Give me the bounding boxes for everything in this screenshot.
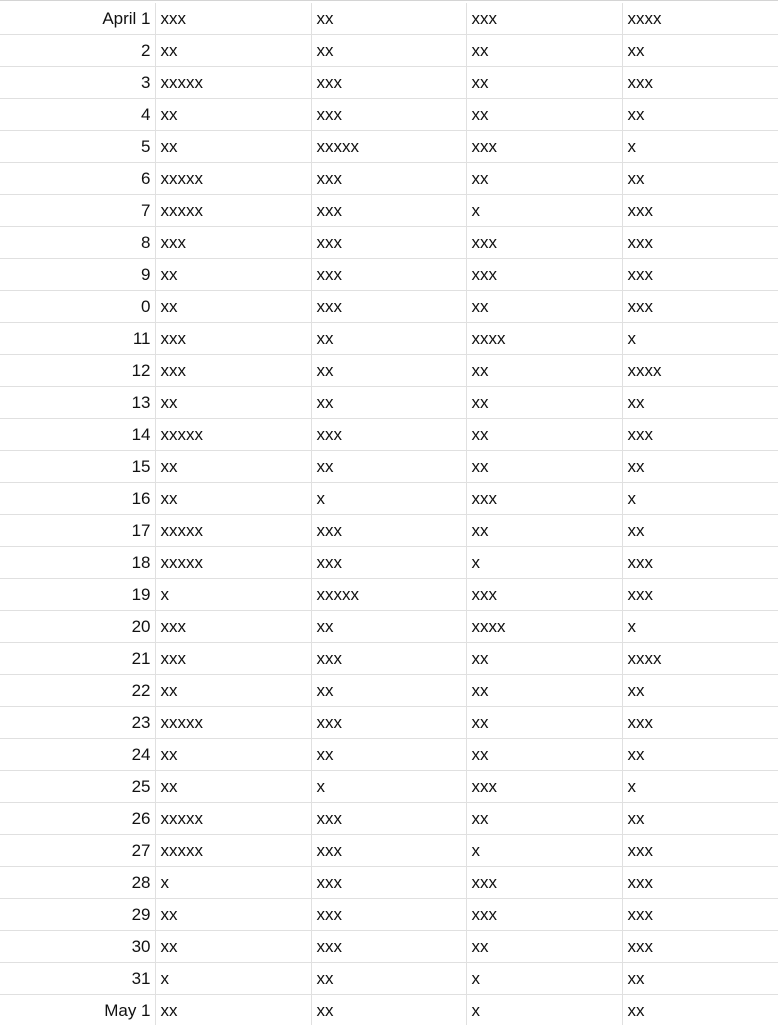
table-cell[interactable]: xx xyxy=(155,931,311,963)
table-cell[interactable]: xx xyxy=(311,451,466,483)
table-cell[interactable]: xxx xyxy=(622,579,778,611)
table-cell[interactable]: xxx xyxy=(466,483,622,515)
table-row xyxy=(0,483,778,515)
table-cell[interactable]: xxx xyxy=(622,291,778,323)
date-cell[interactable]: May 1 xyxy=(0,995,155,1025)
table-cell[interactable]: xxx xyxy=(622,899,778,931)
table-cell[interactable]: xxxxx xyxy=(155,67,311,99)
table-cell[interactable]: xxx xyxy=(311,515,466,547)
date-cell[interactable]: 6 xyxy=(0,163,155,195)
table-cell[interactable]: xxxx xyxy=(466,323,622,355)
table-cell[interactable]: xx xyxy=(622,963,778,995)
table-cell[interactable]: xx xyxy=(466,291,622,323)
table-cell[interactable]: xx xyxy=(466,739,622,771)
date-cell[interactable]: 16 xyxy=(0,483,155,515)
table-cell[interactable]: xxx xyxy=(622,195,778,227)
table-row xyxy=(0,259,778,291)
date-cell[interactable]: 5 xyxy=(0,131,155,163)
table-cell[interactable]: xxx xyxy=(155,355,311,387)
table-cell[interactable]: xxx xyxy=(311,195,466,227)
table-cell[interactable]: xx xyxy=(155,259,311,291)
table-cell[interactable]: xxx xyxy=(311,419,466,451)
table-cell[interactable]: xx xyxy=(155,899,311,931)
table-cell[interactable]: xx xyxy=(311,355,466,387)
date-cell[interactable]: 27 xyxy=(0,835,155,867)
date-cell[interactable]: 14 xyxy=(0,419,155,451)
table-cell[interactable]: x xyxy=(466,963,622,995)
table-cell[interactable]: xxx xyxy=(622,419,778,451)
table-cell[interactable]: xxx xyxy=(466,899,622,931)
table-cell[interactable]: x xyxy=(155,579,311,611)
table-cell[interactable]: x xyxy=(466,195,622,227)
date-cell[interactable]: 3 xyxy=(0,67,155,99)
table-row xyxy=(0,707,778,739)
date-cell[interactable]: 22 xyxy=(0,675,155,707)
table-cell[interactable]: xx xyxy=(466,451,622,483)
table-cell[interactable]: xxxxx xyxy=(155,803,311,835)
date-cell[interactable]: 30 xyxy=(0,931,155,963)
date-cell[interactable]: 24 xyxy=(0,739,155,771)
table-cell[interactable]: xxx xyxy=(155,323,311,355)
table-cell[interactable]: xxxxx xyxy=(155,419,311,451)
table-cell[interactable]: xxx xyxy=(155,3,311,35)
date-cell[interactable]: 4 xyxy=(0,99,155,131)
table-cell[interactable]: xx xyxy=(466,675,622,707)
date-cell[interactable]: 29 xyxy=(0,899,155,931)
table-cell[interactable]: xxx xyxy=(622,931,778,963)
table-cell[interactable]: xx xyxy=(311,3,466,35)
table-row xyxy=(0,771,778,803)
table-cell[interactable]: xx xyxy=(311,963,466,995)
date-cell[interactable]: 15 xyxy=(0,451,155,483)
table-cell[interactable]: xxx xyxy=(311,163,466,195)
date-cell[interactable]: 17 xyxy=(0,515,155,547)
table-cell[interactable]: xx xyxy=(466,67,622,99)
table-cell[interactable]: xxx xyxy=(466,579,622,611)
table-cell[interactable]: xxx xyxy=(155,611,311,643)
table-cell[interactable]: xx xyxy=(155,483,311,515)
table-cell[interactable]: xxx xyxy=(311,707,466,739)
table-row xyxy=(0,835,778,867)
table-cell[interactable]: xxx xyxy=(311,835,466,867)
table-row xyxy=(0,995,778,1025)
table-row xyxy=(0,611,778,643)
table-row xyxy=(0,35,778,67)
table-cell[interactable]: xxxxx xyxy=(155,515,311,547)
table-cell[interactable]: xxx xyxy=(311,99,466,131)
table-cell[interactable]: xxx xyxy=(311,867,466,899)
table-cell[interactable]: xx xyxy=(311,387,466,419)
table-row xyxy=(0,355,778,387)
table-cell[interactable]: xx xyxy=(155,131,311,163)
table-row xyxy=(0,675,778,707)
table-row xyxy=(0,451,778,483)
table-cell[interactable]: xx xyxy=(622,995,778,1025)
table-cell[interactable]: xx xyxy=(466,387,622,419)
table-cell[interactable]: xxx xyxy=(466,771,622,803)
table-cell[interactable]: xx xyxy=(155,675,311,707)
date-cell[interactable]: 0 xyxy=(0,291,155,323)
table-cell[interactable]: xxxxx xyxy=(155,835,311,867)
table-cell[interactable]: xx xyxy=(311,995,466,1025)
date-cell[interactable]: 9 xyxy=(0,259,155,291)
table-row xyxy=(0,3,778,35)
date-cell[interactable]: 18 xyxy=(0,547,155,579)
table-cell[interactable]: xx xyxy=(622,515,778,547)
table-cell[interactable]: xx xyxy=(466,163,622,195)
table-cell[interactable]: xx xyxy=(622,675,778,707)
table-cell[interactable]: xxxxx xyxy=(155,707,311,739)
table-row xyxy=(0,419,778,451)
table-row xyxy=(0,323,778,355)
date-cell[interactable]: 31 xyxy=(0,963,155,995)
table-row xyxy=(0,163,778,195)
table-cell[interactable]: xxx xyxy=(311,547,466,579)
table-row xyxy=(0,99,778,131)
table-cell[interactable]: x xyxy=(622,483,778,515)
table-row xyxy=(0,643,778,675)
table-cell[interactable]: xx xyxy=(155,291,311,323)
table-row xyxy=(0,291,778,323)
table-row xyxy=(0,67,778,99)
table-cell[interactable]: xxx xyxy=(155,227,311,259)
table-cell[interactable]: xxx xyxy=(622,67,778,99)
date-cell[interactable]: 11 xyxy=(0,323,155,355)
table-row xyxy=(0,899,778,931)
table-cell[interactable]: xx xyxy=(155,451,311,483)
table-cell[interactable]: xx xyxy=(622,451,778,483)
table-cell[interactable]: xx xyxy=(622,35,778,67)
table-cell[interactable]: xxx xyxy=(311,67,466,99)
table-cell[interactable]: xx xyxy=(466,419,622,451)
table-row xyxy=(0,931,778,963)
table-cell[interactable]: xxx xyxy=(622,835,778,867)
table-row xyxy=(0,387,778,419)
table-cell[interactable]: xxx xyxy=(311,931,466,963)
table-cell[interactable]: xxxxx xyxy=(155,195,311,227)
table-cell[interactable]: xx xyxy=(466,803,622,835)
spreadsheet-grid xyxy=(0,3,778,1025)
table-cell[interactable]: xxxxx xyxy=(155,163,311,195)
table-cell[interactable]: x xyxy=(466,547,622,579)
table-cell[interactable]: xxxxx xyxy=(155,547,311,579)
table-row xyxy=(0,867,778,899)
table-cell[interactable]: xx xyxy=(622,803,778,835)
table-cell[interactable]: xx xyxy=(622,163,778,195)
table-cell[interactable]: xxx xyxy=(466,131,622,163)
table-cell[interactable]: x xyxy=(311,771,466,803)
table-cell[interactable]: xxxx xyxy=(622,643,778,675)
table-cell[interactable]: xxx xyxy=(311,643,466,675)
table-cell[interactable]: xx xyxy=(155,387,311,419)
date-cell[interactable]: 13 xyxy=(0,387,155,419)
table-cell[interactable]: xxx xyxy=(622,547,778,579)
table-cell[interactable]: x xyxy=(311,483,466,515)
table-cell[interactable]: x xyxy=(466,835,622,867)
date-cell[interactable]: 2 xyxy=(0,35,155,67)
table-cell[interactable]: xx xyxy=(466,931,622,963)
table-cell[interactable]: x xyxy=(155,963,311,995)
table-cell[interactable]: xx xyxy=(466,99,622,131)
table-cell[interactable]: xx xyxy=(622,739,778,771)
date-cell[interactable]: 12 xyxy=(0,355,155,387)
table-cell[interactable]: xx xyxy=(155,35,311,67)
table-row xyxy=(0,227,778,259)
table-cell[interactable]: xxx xyxy=(311,291,466,323)
table-cell[interactable]: xx xyxy=(622,387,778,419)
table-cell[interactable]: xx xyxy=(466,707,622,739)
table-cell[interactable]: xx xyxy=(311,611,466,643)
date-cell[interactable]: 8 xyxy=(0,227,155,259)
table-cell[interactable]: x xyxy=(466,995,622,1025)
table-row xyxy=(0,547,778,579)
table-cell[interactable]: xxxxx xyxy=(311,579,466,611)
table-cell[interactable]: xx xyxy=(311,35,466,67)
table-row xyxy=(0,195,778,227)
table-cell[interactable]: x xyxy=(622,611,778,643)
table-cell[interactable]: xxx xyxy=(311,259,466,291)
table-cell[interactable]: xxx xyxy=(155,643,311,675)
table-cell[interactable]: x xyxy=(622,131,778,163)
table-cell[interactable]: xx xyxy=(311,323,466,355)
table-cell[interactable]: xx xyxy=(622,99,778,131)
table-cell[interactable]: xxx xyxy=(622,227,778,259)
table-cell[interactable]: xxx xyxy=(622,259,778,291)
table-cell[interactable]: xx xyxy=(311,675,466,707)
date-cell[interactable]: 19 xyxy=(0,579,155,611)
table-row xyxy=(0,963,778,995)
table-cell[interactable]: xx xyxy=(466,35,622,67)
table-row xyxy=(0,515,778,547)
table-cell[interactable]: xx xyxy=(311,739,466,771)
table-cell[interactable]: xxx xyxy=(466,3,622,35)
table-cell[interactable]: xxx xyxy=(466,259,622,291)
table-cell[interactable]: xxxx xyxy=(622,355,778,387)
date-cell[interactable]: 26 xyxy=(0,803,155,835)
table-cell[interactable]: x xyxy=(622,771,778,803)
table-cell[interactable]: x xyxy=(155,867,311,899)
table-cell[interactable]: xx xyxy=(155,99,311,131)
table-cell[interactable]: xxx xyxy=(466,227,622,259)
table-cell[interactable]: xxx xyxy=(311,803,466,835)
table-cell[interactable]: xx xyxy=(466,515,622,547)
grid-body xyxy=(0,3,778,1025)
table-cell[interactable]: xx xyxy=(466,643,622,675)
table-cell[interactable]: xxx xyxy=(311,899,466,931)
table-cell[interactable]: x xyxy=(622,323,778,355)
table-row xyxy=(0,579,778,611)
table-cell[interactable]: xxx xyxy=(622,707,778,739)
table-row xyxy=(0,739,778,771)
table-row xyxy=(0,131,778,163)
date-cell[interactable]: 25 xyxy=(0,771,155,803)
date-cell[interactable]: 23 xyxy=(0,707,155,739)
table-cell[interactable]: xxxx xyxy=(622,3,778,35)
date-cell[interactable]: 20 xyxy=(0,611,155,643)
table-cell[interactable]: xx xyxy=(466,355,622,387)
date-cell[interactable]: April 1 xyxy=(0,3,155,35)
date-cell[interactable]: 28 xyxy=(0,867,155,899)
date-cell[interactable]: 7 xyxy=(0,195,155,227)
table-row xyxy=(0,803,778,835)
table-cell[interactable]: xxxx xyxy=(466,611,622,643)
table-cell[interactable]: xx xyxy=(155,739,311,771)
table-cell[interactable]: xxx xyxy=(311,227,466,259)
date-cell[interactable]: 21 xyxy=(0,643,155,675)
table-cell[interactable]: xxx xyxy=(466,867,622,899)
table-cell[interactable]: xxxxx xyxy=(311,131,466,163)
table-cell[interactable]: xx xyxy=(155,771,311,803)
table-cell[interactable]: xxx xyxy=(622,867,778,899)
table-cell[interactable]: xx xyxy=(155,995,311,1025)
